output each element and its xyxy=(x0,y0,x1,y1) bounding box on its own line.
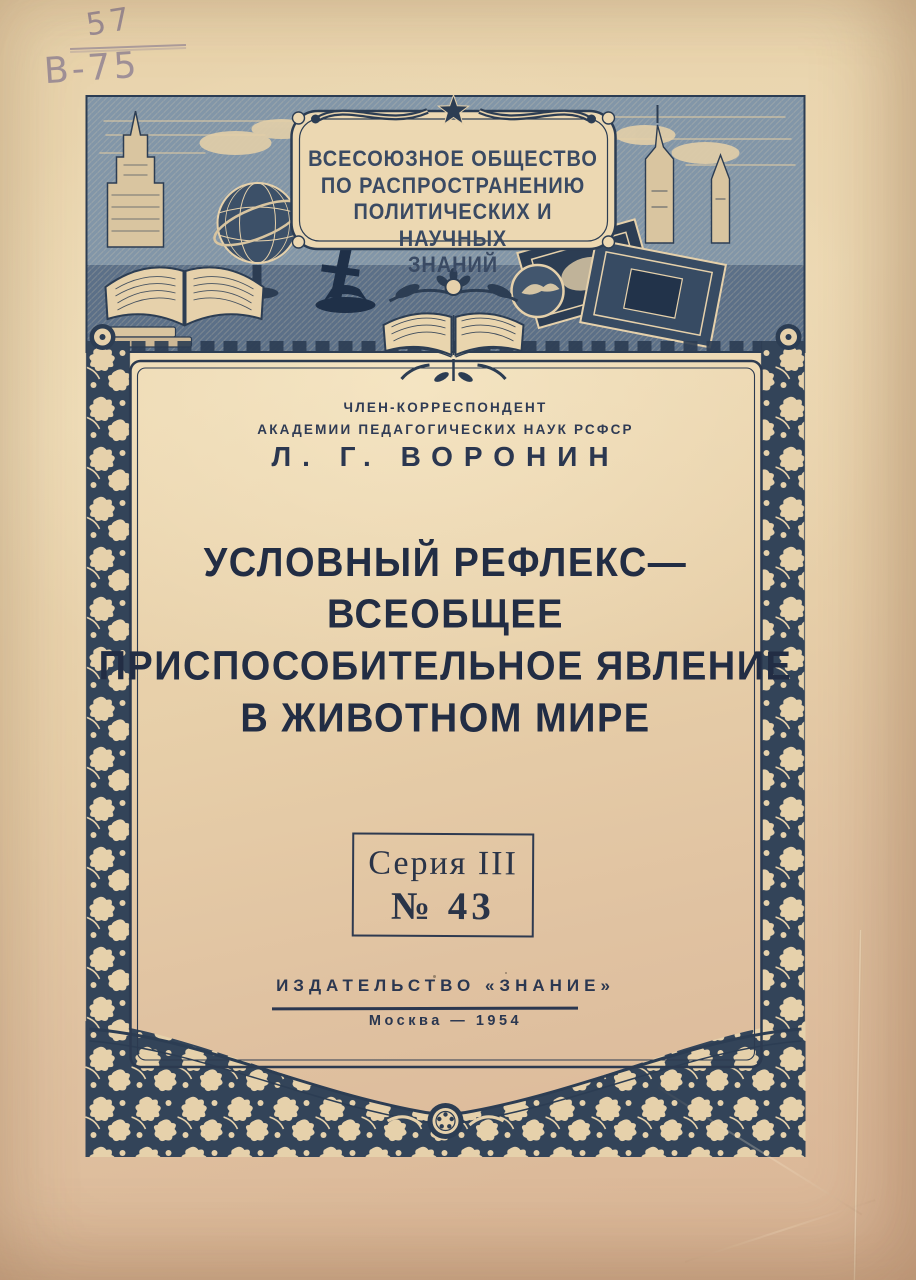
title-line: УСЛОВНЫЙ РЕФЛЕКС— xyxy=(203,540,688,586)
series-box xyxy=(352,833,535,938)
paper-speck xyxy=(505,972,507,974)
city-year: Москва — 1954 xyxy=(368,1013,523,1029)
author-credentials xyxy=(85,397,806,441)
society-line: ЗНАНИЙ xyxy=(407,253,499,278)
title-line: ВСЕОБЩЕЕ xyxy=(326,592,565,638)
credentials-line: АКАДЕМИИ ПЕДАГОГИЧЕСКИХ НАУК РСФСР xyxy=(257,422,634,437)
publisher: ИЗДАТЕЛЬСТВО «ЗНАНИЕ» xyxy=(276,976,615,995)
society-line: ВСЕСОЮЗНОЕ ОБЩЕСТВО xyxy=(308,147,598,171)
paper-crease xyxy=(685,1199,876,1263)
title-line: ПРИСПОСОБИТЕЛЬНОЕ ЯВЛЕНИЕ xyxy=(98,643,793,690)
paper-speck xyxy=(433,975,436,978)
society-line: ПО РАСПРОСТРАНЕНИЮ xyxy=(320,173,586,198)
paper-crease xyxy=(853,930,862,1280)
credentials-line: ЧЛЕН-КОРРЕСПОНДЕНТ xyxy=(343,400,548,415)
library-mark-bottom: В-75 xyxy=(42,44,141,93)
book-title xyxy=(85,537,806,744)
society-line: ПОЛИТИЧЕСКИХ И НАУЧНЫХ xyxy=(353,200,553,251)
series-number: № 43 xyxy=(390,884,495,929)
title-line: В ЖИВОТНОМ МИРЕ xyxy=(240,695,651,742)
series-label: Серия III xyxy=(368,844,518,883)
society-name xyxy=(299,146,607,279)
author-name: Л. Г. ВОРОНИН xyxy=(271,441,620,472)
library-mark-top: 57 xyxy=(83,0,136,44)
